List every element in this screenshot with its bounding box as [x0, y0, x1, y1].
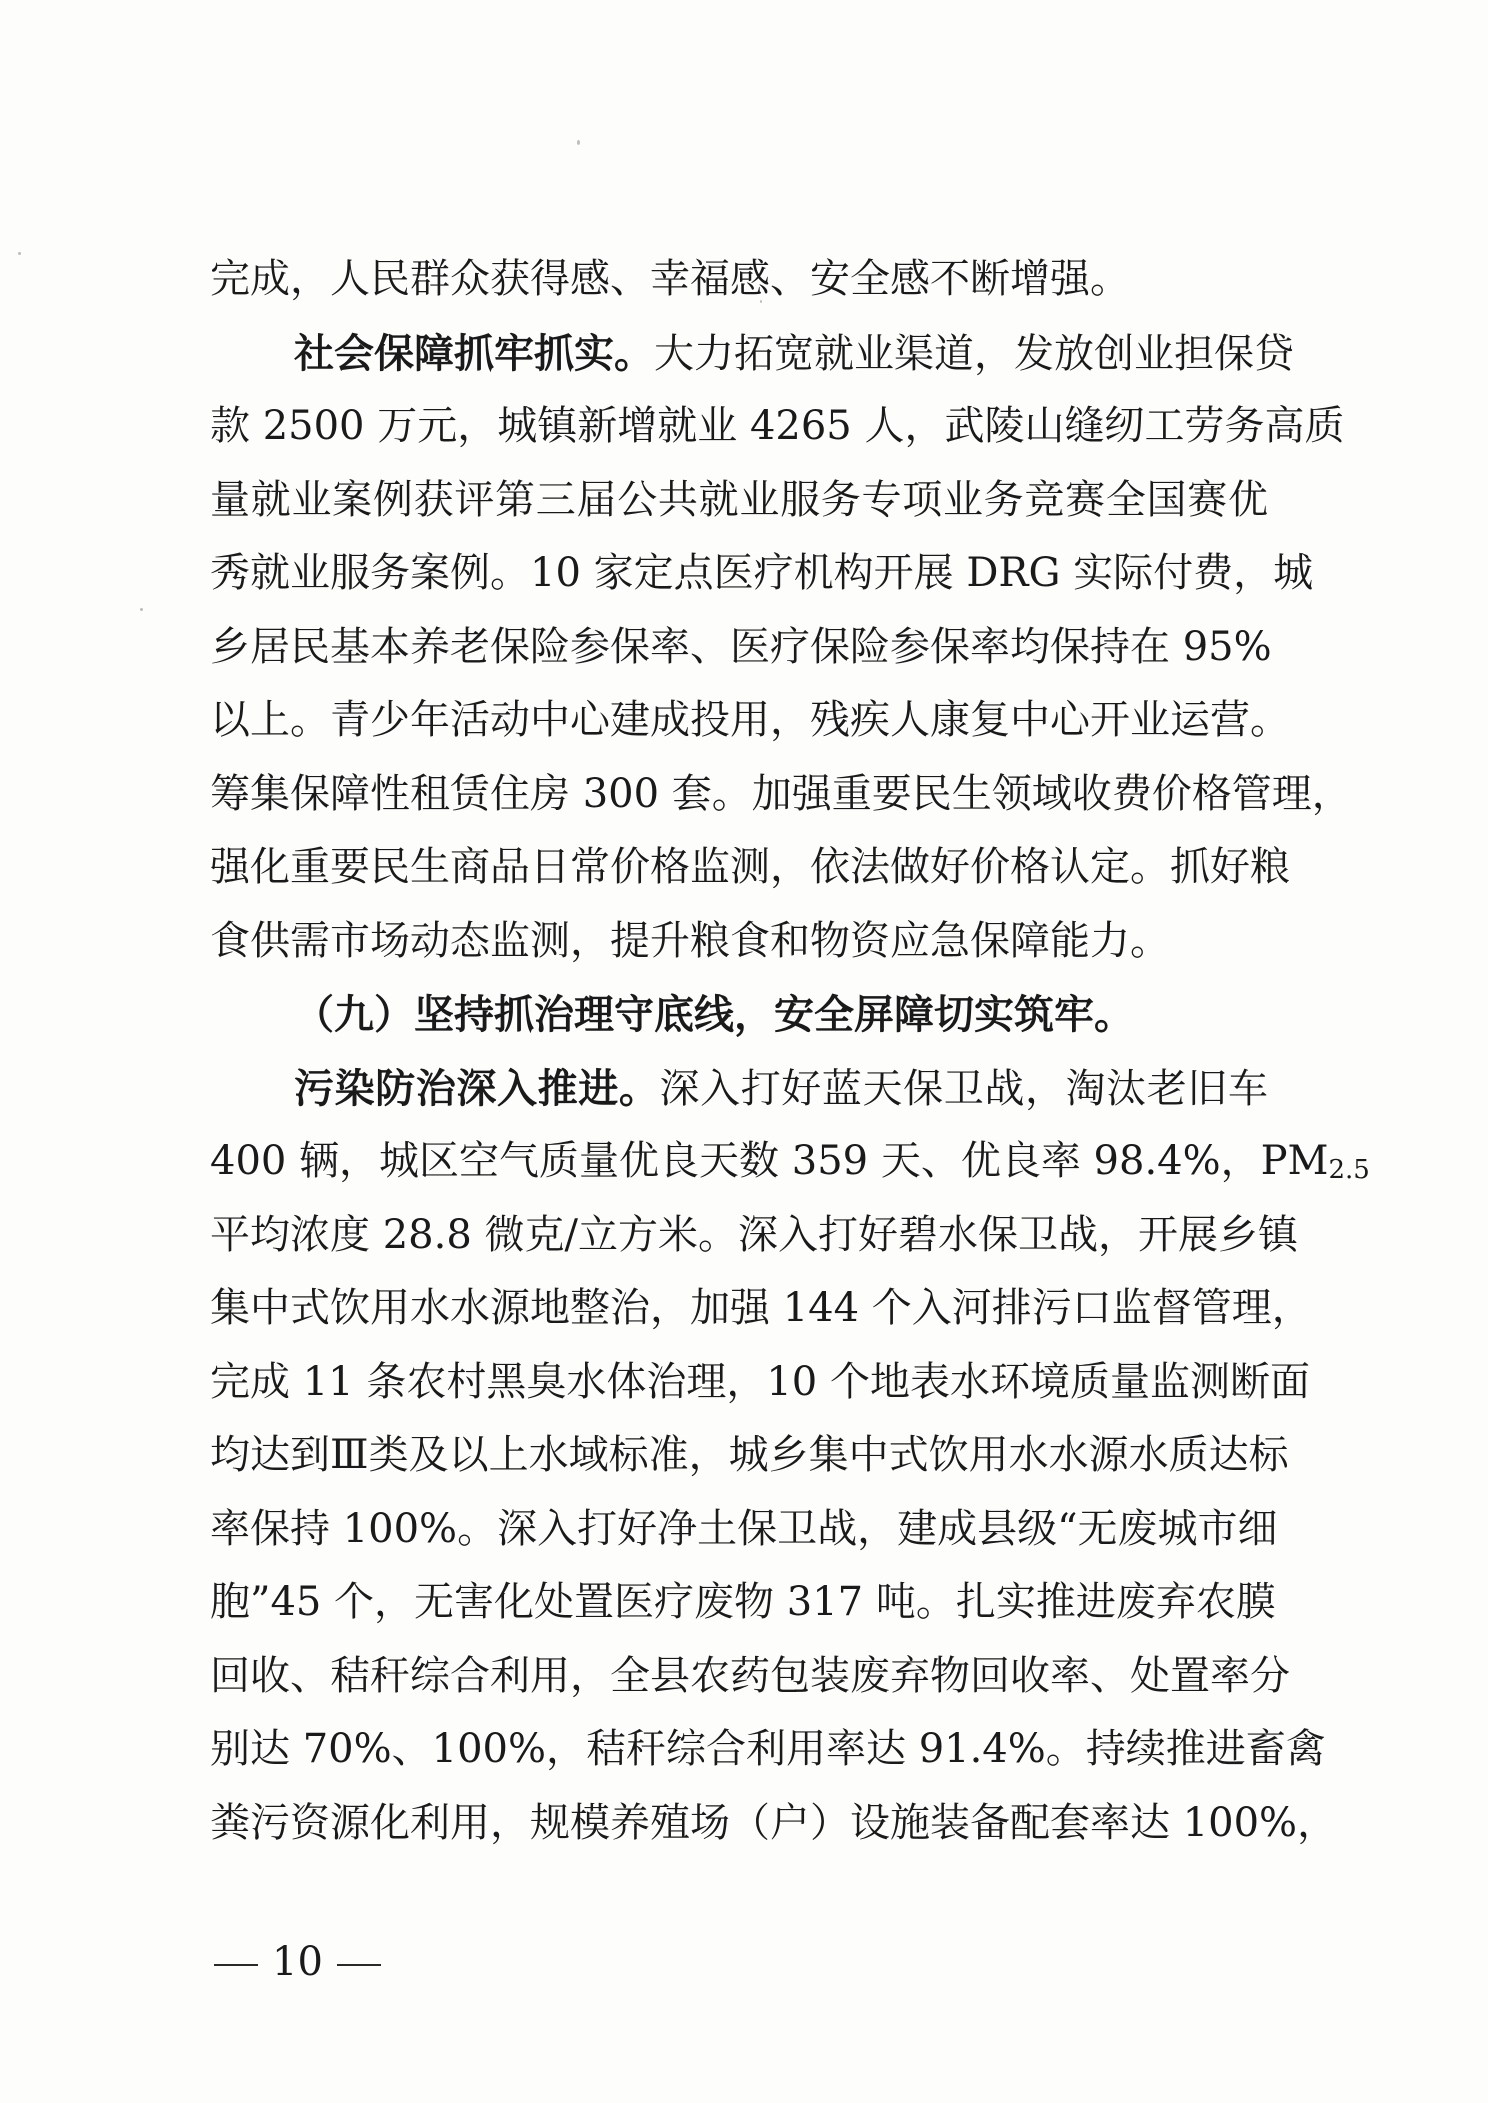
text-line: 以上。青少年活动中心建成投用，残疾人康复中心开业运营。 [210, 697, 1290, 743]
text-line: 胞”45 个，无害化处置医疗废物 317 吨。扎实推进废弃农膜 [210, 1579, 1276, 1625]
text-line: 筹集保障性租赁住房 300 套。加强重要民生领域收费价格管理， [210, 770, 1352, 817]
text-line: 量就业案例获评第三届公共就业服务专项业务竞赛全国赛优 [210, 476, 1268, 523]
page-number [200, 1937, 395, 1987]
paragraph-first-line [210, 1052, 1268, 1126]
paragraph-lead: 社会保障抓牢抓实。 [294, 329, 654, 377]
text-line: 别达 70%、100%，秸秆综合利用率达 91.4%。持续推进畜禽 [210, 1726, 1326, 1772]
text-line: 平均浓度 28.8 微克/立方米。深入打好碧水保卫战，开展乡镇 [210, 1211, 1298, 1258]
text-line: 秀就业服务案例。10 家定点医疗机构开展 DRG 实际付费，城 [210, 550, 1314, 596]
paragraph-first-line [210, 317, 1294, 391]
dash-left [214, 1964, 258, 1966]
text-line: 完成，人民群众获得感、幸福感、安全感不断增强。 [210, 256, 1130, 302]
text-line: 集中式饮用水水源地整治，加强 144 个入河排污口监督管理， [210, 1285, 1312, 1331]
text-line: 款 2500 万元，城镇新增就业 4265 人，武陵山缝纫工劳务高质 [210, 403, 1345, 449]
text-line: 粪污资源化利用，规模养殖场（户）设施装备配套率达 100%， [210, 1799, 1338, 1846]
paragraph-lead: 污染防治深入推进。 [294, 1064, 660, 1112]
text-line: 完成 11 条农村黑臭水体治理，10 个地表水环境质量监测断面 [210, 1358, 1310, 1405]
text-line [210, 1125, 1370, 1199]
page-number-value: 10 [272, 1939, 323, 1985]
text-span: 深入打好蓝天保卫战，淘汰老旧车 [659, 1065, 1269, 1112]
text-line: 均达到Ⅲ类及以上水域标准，城乡集中式饮用水水源水质达标 [210, 1432, 1289, 1478]
text-line: 乡居民基本养老保险参保率、医疗保险参保率均保持在 95% [210, 623, 1272, 670]
text-line: 回收、秸秆综合利用，全县农药包装废弃物回收率、处置率分 [210, 1652, 1290, 1699]
body-text [210, 243, 1370, 1860]
scan-speck [140, 608, 143, 611]
text-span: 400 辆，城区空气质量优良天数 359 天、优良率 98.4%，PM [210, 1138, 1329, 1184]
text-line: 率保持 100%。深入打好净土保卫战，建成县级“无废城市细 [210, 1505, 1278, 1552]
subscript: 2.5 [1328, 1155, 1370, 1185]
scan-speck [18, 252, 21, 255]
dash-right [337, 1964, 381, 1966]
text-span: 大力拓宽就业渠道，发放创业担保贷 [654, 330, 1294, 377]
section-heading: （九）坚持抓治理守底线，安全屏障切实筑牢。 [294, 991, 1134, 1038]
text-line: 食供需市场动态监测，提升粮食和物资应急保障能力。 [210, 917, 1170, 964]
scan-speck [577, 140, 580, 145]
text-line: 强化重要民生商品日常价格监测，依法做好价格认定。抓好粮 [210, 844, 1290, 890]
